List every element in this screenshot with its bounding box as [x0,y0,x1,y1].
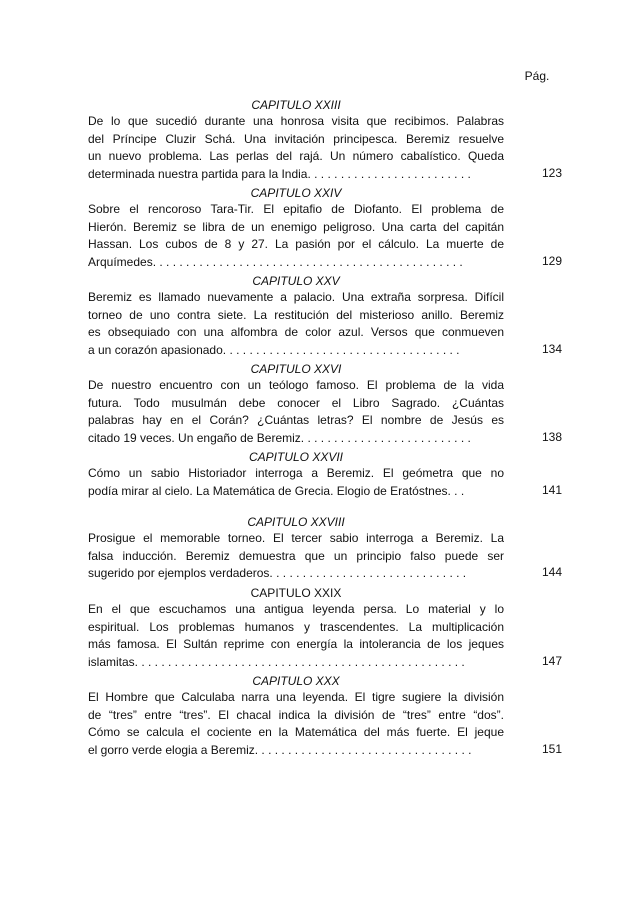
chapter-title: CAPITULO XXX [252,674,340,688]
toc-entry [88,585,562,673]
chapter-summary [88,289,504,359]
summary-line: Cómo se calcula el cociente en la Matemática del más fuerte. El jeque [88,725,504,739]
chapter-summary [88,601,504,671]
chapter-page-number: 134 [541,341,562,356]
chapter-title: CAPITULO XXIII [251,98,341,112]
summary-line: islamitas. . . . . . . . . . . . . . . . . . . . . . . . . . . . . . . . . . . . . . . . . . . . . . . . . . [88,654,465,669]
toc-entry [88,185,562,273]
summary-line: un nuevo problema. Las perlas del rajá. Un número cabalístico. Queda [88,149,504,163]
summary-line: De lo que sucedió durante una honrosa visita que recibimos. Palabras [88,114,504,128]
chapter-title: CAPITULO XXVI [250,362,342,376]
chapter-summary [88,530,504,583]
chapter-title: CAPITULO XXVIII [247,515,345,529]
summary-line: En el que escuchamos una antigua leyenda persa. Lo material y lo [88,602,504,616]
summary-line: Hassan. Los cubos de 8 y 27. La pasión por el cálculo. La muerte de [88,237,504,251]
summary-line: el gorro verde elogia a Beremiz. . . . . . . . . . . . . . . . . . . . . . . . . . . . . . . . . [88,742,472,757]
chapter-page-number: 141 [541,482,562,497]
chapter-summary [88,377,504,447]
summary-line: de “tres” entre “tres”. El chacal indica la división de “tres” entre “dos”. [88,707,504,722]
chapter-title: CAPITULO XXIX [250,586,342,600]
summary-line: podía mirar al cielo. La Matemática de Grecia. Elogio de Eratóstnes. . . [88,483,465,498]
summary-line: más famosa. El Sultán reprime con energía la intolerancia de los jeques [88,637,504,651]
chapter-title: CAPITULO XXIV [250,186,342,200]
chapter-page-number: 144 [541,565,562,579]
chapter-page-number: 151 [541,741,562,756]
summary-line: determinada nuestra partida para la India. . . . . . . . . . . . . . . . . . . . . . . . . [88,166,471,181]
summary-line: Beremiz es llamado nuevamente a palacio. Una extraña sorpresa. Difícil [88,290,504,304]
toc-entry [88,97,562,185]
toc-entry [88,673,562,761]
summary-line: Hierón. Beremiz se libra de un enemigo peligroso. Una carta del capitán [88,219,504,234]
summary-line: palabras hay en el Corán? ¿Cuántas letras? El nombre de Jesús es [88,413,504,427]
summary-line: De nuestro encuentro con un teólogo famoso. El problema de la vida [88,378,504,392]
summary-line: Sobre el rencoroso Tara-Tir. El epitafio de Diofanto. El problema de [88,202,504,216]
toc-entry [88,273,562,361]
summary-line: es obsequiado con una alfombra de color azul. Versos que conmueven [88,325,504,339]
chapter-summary [88,689,504,759]
summary-line: sugerido por ejemplos verdaderos. . . . . . . . . . . . . . . . . . . . . . . . . . . . . . [88,566,467,580]
chapter-summary [88,201,504,271]
chapter-page-number: 129 [541,253,562,268]
summary-line: a un corazón apasionado. . . . . . . . . . . . . . . . . . . . . . . . . . . . . . . . . . . . [88,342,460,357]
summary-line: falsa inducción. Beremiz demuestra que un principio falso puede ser [88,548,504,563]
page-column-header: Pág. [524,69,550,83]
summary-line: citado 19 veces. Un engaño de Beremiz. . . . . . . . . . . . . . . . . . . . . . . . . . [88,430,471,445]
chapter-page-number: 138 [541,429,562,444]
chapter-summary [88,465,504,500]
chapter-title: CAPITULO XXV [252,274,340,288]
summary-line: Prosigue el memorable torneo. El tercer sabio interroga a Beremiz. La [88,531,504,545]
summary-line: futura. Todo musulmán debe conocer el Libro Sagrado. ¿Cuántas [88,395,504,410]
chapter-page-number: 147 [541,653,562,668]
summary-line: Arquímedes. . . . . . . . . . . . . . . . . . . . . . . . . . . . . . . . . . . . . . . . . . . . . . . [88,254,463,269]
summary-line: Cómo un sabio Historiador interroga a Beremiz. El geómetra que no [88,466,504,480]
summary-line: torneo de uno contra siete. La restitución del misterioso anillo. Beremiz [88,307,504,322]
chapter-title: CAPITULO XXVII [248,450,344,464]
summary-line: espiritual. Los problemas humanos y trascendentes. La multiplicación [88,619,504,634]
summary-line: del Príncipe Cluzir Schá. Una invitación principesca. Beremiz resuelve [88,131,504,146]
toc-entry [88,361,562,449]
chapter-page-number: 123 [541,165,562,180]
summary-line: El Hombre que Calculaba narra una leyenda. El tigre sugiere la división [88,690,504,704]
chapter-summary [88,113,504,183]
